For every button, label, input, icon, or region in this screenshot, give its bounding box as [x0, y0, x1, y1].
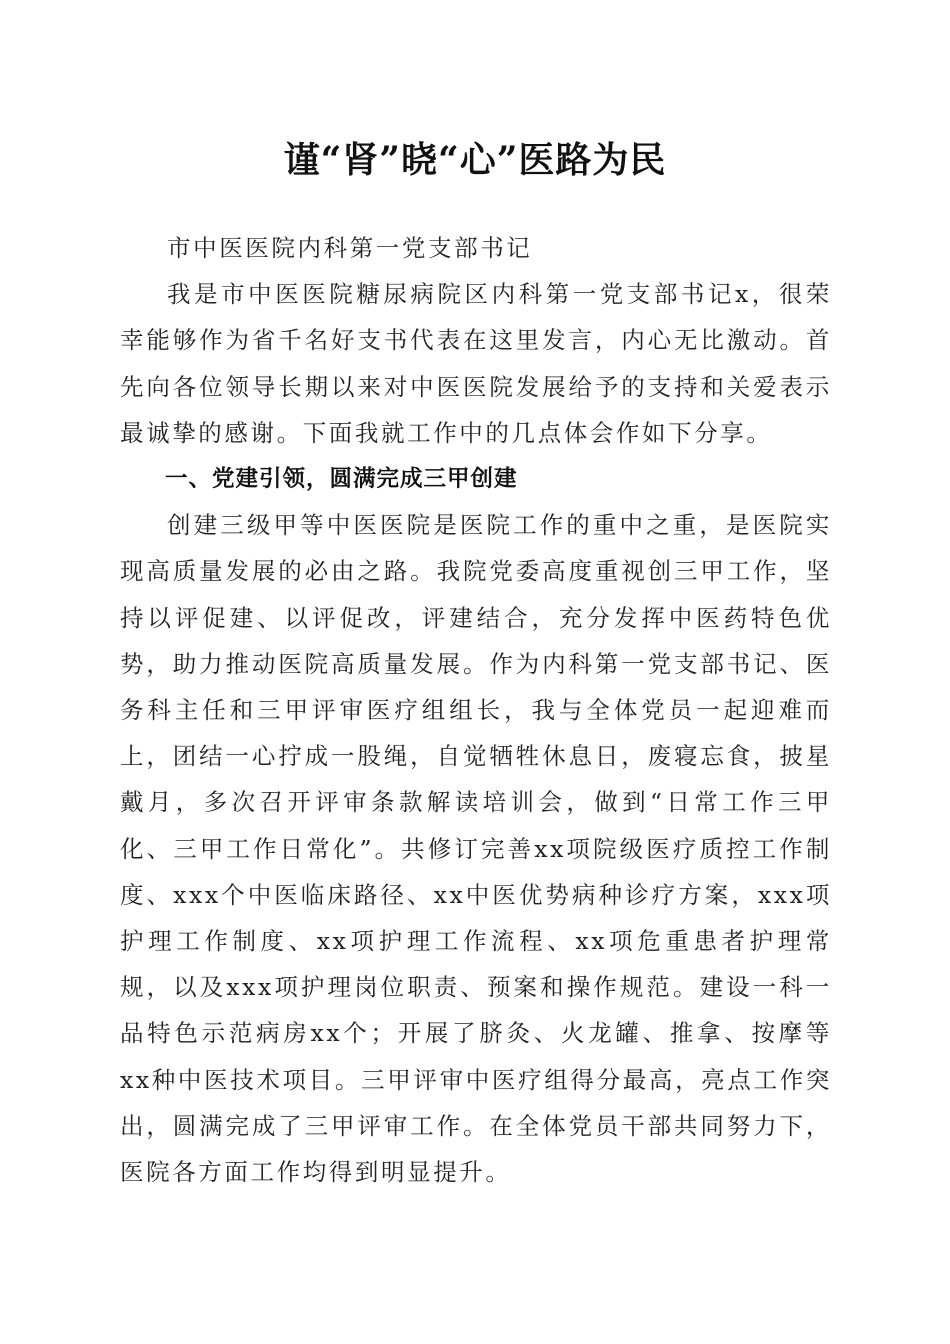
section-heading: 一、党建引领，圆满完成三甲创建	[165, 466, 518, 493]
intro-paragraph: 我是市中医医院糖尿病院区内科第一党支部书记x，很荣幸能够作为省千名好支书代表在这里发言，内心无比激动。首先向各位领导长期以来对中医医院发展给予的支持和关爱表示最诚挚的感谢。下面我就工作中的几点体会作如下分享。	[120, 280, 832, 447]
document-title: 谨“肾”晓“心”医路为民	[283, 139, 667, 181]
document-body	[120, 225, 832, 1195]
section-paragraph: 创建三级甲等中医医院是医院工作的重中之重，是医院实现高质量发展的必由之路。我院党委高度重视创三甲工作，坚持以评促建、以评促改，评建结合，充分发挥中医药特色优势，助力推动医院高质量发展。作为内科第一党支部书记、医务科主任和三甲评审医疗组组长，我与全体党员一起迎难而上，团结一心拧成一股绳，自觉牺牲休息日，废寝忘食，披星戴月，多次召开评审条款解读培训会，做到“日常工作三甲化、三甲工作日常化”。共修订完善xx项院级医疗质控工作制度、xxx个中医临床路径、xx中医优势病种诊疗方案，xxx项护理工作制度、xx项护理工作流程、xx项危重患者护理常规，以及xxx项护理岗位职责、预案和操作规范。建设一科一品特色示范病房xx个；开展了脐灸、火龙罐、推拿、按摩等xx种中医技术项目。三甲评审中医疗组得分最高，亮点工作突出，圆满完成了三甲评审工作。在全体党员干部共同努力下，医院各方面工作均得到明显提升。	[120, 511, 832, 1187]
author-line: 市中医医院内科第一党支部书记	[167, 234, 533, 262]
